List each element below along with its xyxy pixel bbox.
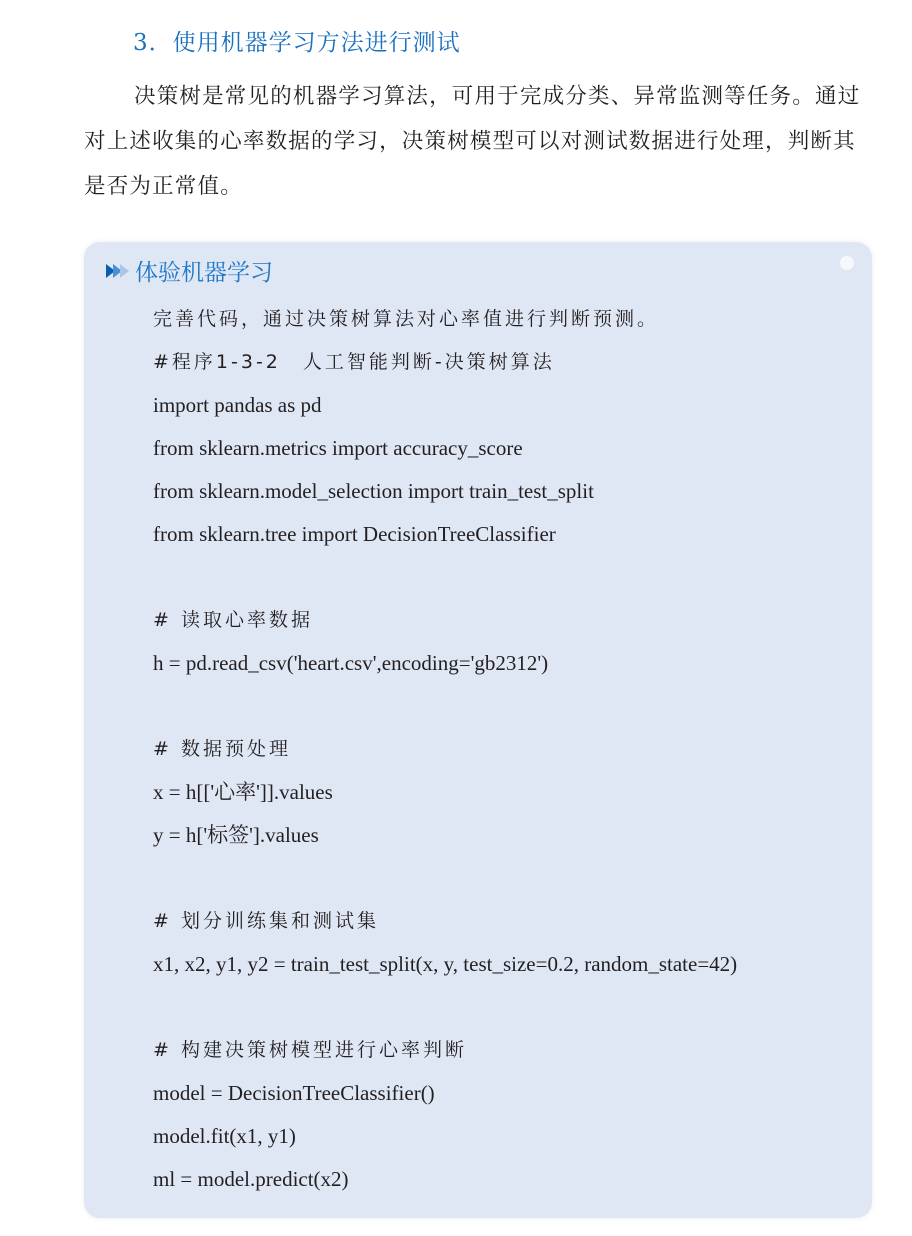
triple-arrow-icon: [106, 264, 127, 278]
code-comment: # 读取心率数据: [153, 609, 313, 631]
code-line: x1, x2, y1, y2 = train_test_split(x, y, test_size=0.2, random_state=42): [153, 952, 738, 976]
decorative-dot: [840, 256, 854, 270]
code-comment: # 数据预处理: [153, 738, 291, 760]
code-line: y = h['标签'].values: [153, 823, 319, 847]
code-line: [153, 556, 737, 599]
code-comment: # 划分训练集和测试集: [153, 910, 379, 932]
code-comment: #程序1-3-2 人工智能判断-决策树算法: [153, 351, 555, 373]
code-line: model.fit(x1, y1): [153, 1124, 296, 1148]
body-paragraph: 决策树是常见的机器学习算法，可用于完成分类、异常监测等任务。通过对上述收集的心率数据的学习，决策树模型可以对测试数据进行处理，判断其是否为正常值。: [84, 84, 861, 199]
box-header: [106, 254, 273, 287]
code-line: ml = model.predict(x2): [153, 1167, 349, 1191]
code-listing: [153, 298, 737, 1201]
code-line: [153, 857, 737, 900]
code-line: [153, 685, 737, 728]
code-line: x = h[['心率']].values: [153, 780, 333, 804]
code-line: h = pd.read_csv('heart.csv',encoding='gb2312'): [153, 651, 549, 675]
section-title: 3．使用机器学习方法进行测试: [133, 30, 461, 56]
experience-box: [84, 242, 872, 1218]
code-comment: # 构建决策树模型进行心率判断: [153, 1039, 467, 1061]
code-line: from sklearn.metrics import accuracy_score: [153, 436, 523, 460]
code-line: from sklearn.tree import DecisionTreeClassifier: [153, 522, 556, 546]
code-line: [153, 986, 737, 1029]
code-line: model = DecisionTreeClassifier(): [153, 1081, 435, 1105]
code-line: import pandas as pd: [153, 393, 322, 417]
code-line: from sklearn.model_selection import train_test_split: [153, 479, 594, 503]
box-title: 体验机器学习: [135, 260, 273, 286]
instruction-text: 完善代码，通过决策树算法对心率值进行判断预测。: [153, 308, 660, 330]
